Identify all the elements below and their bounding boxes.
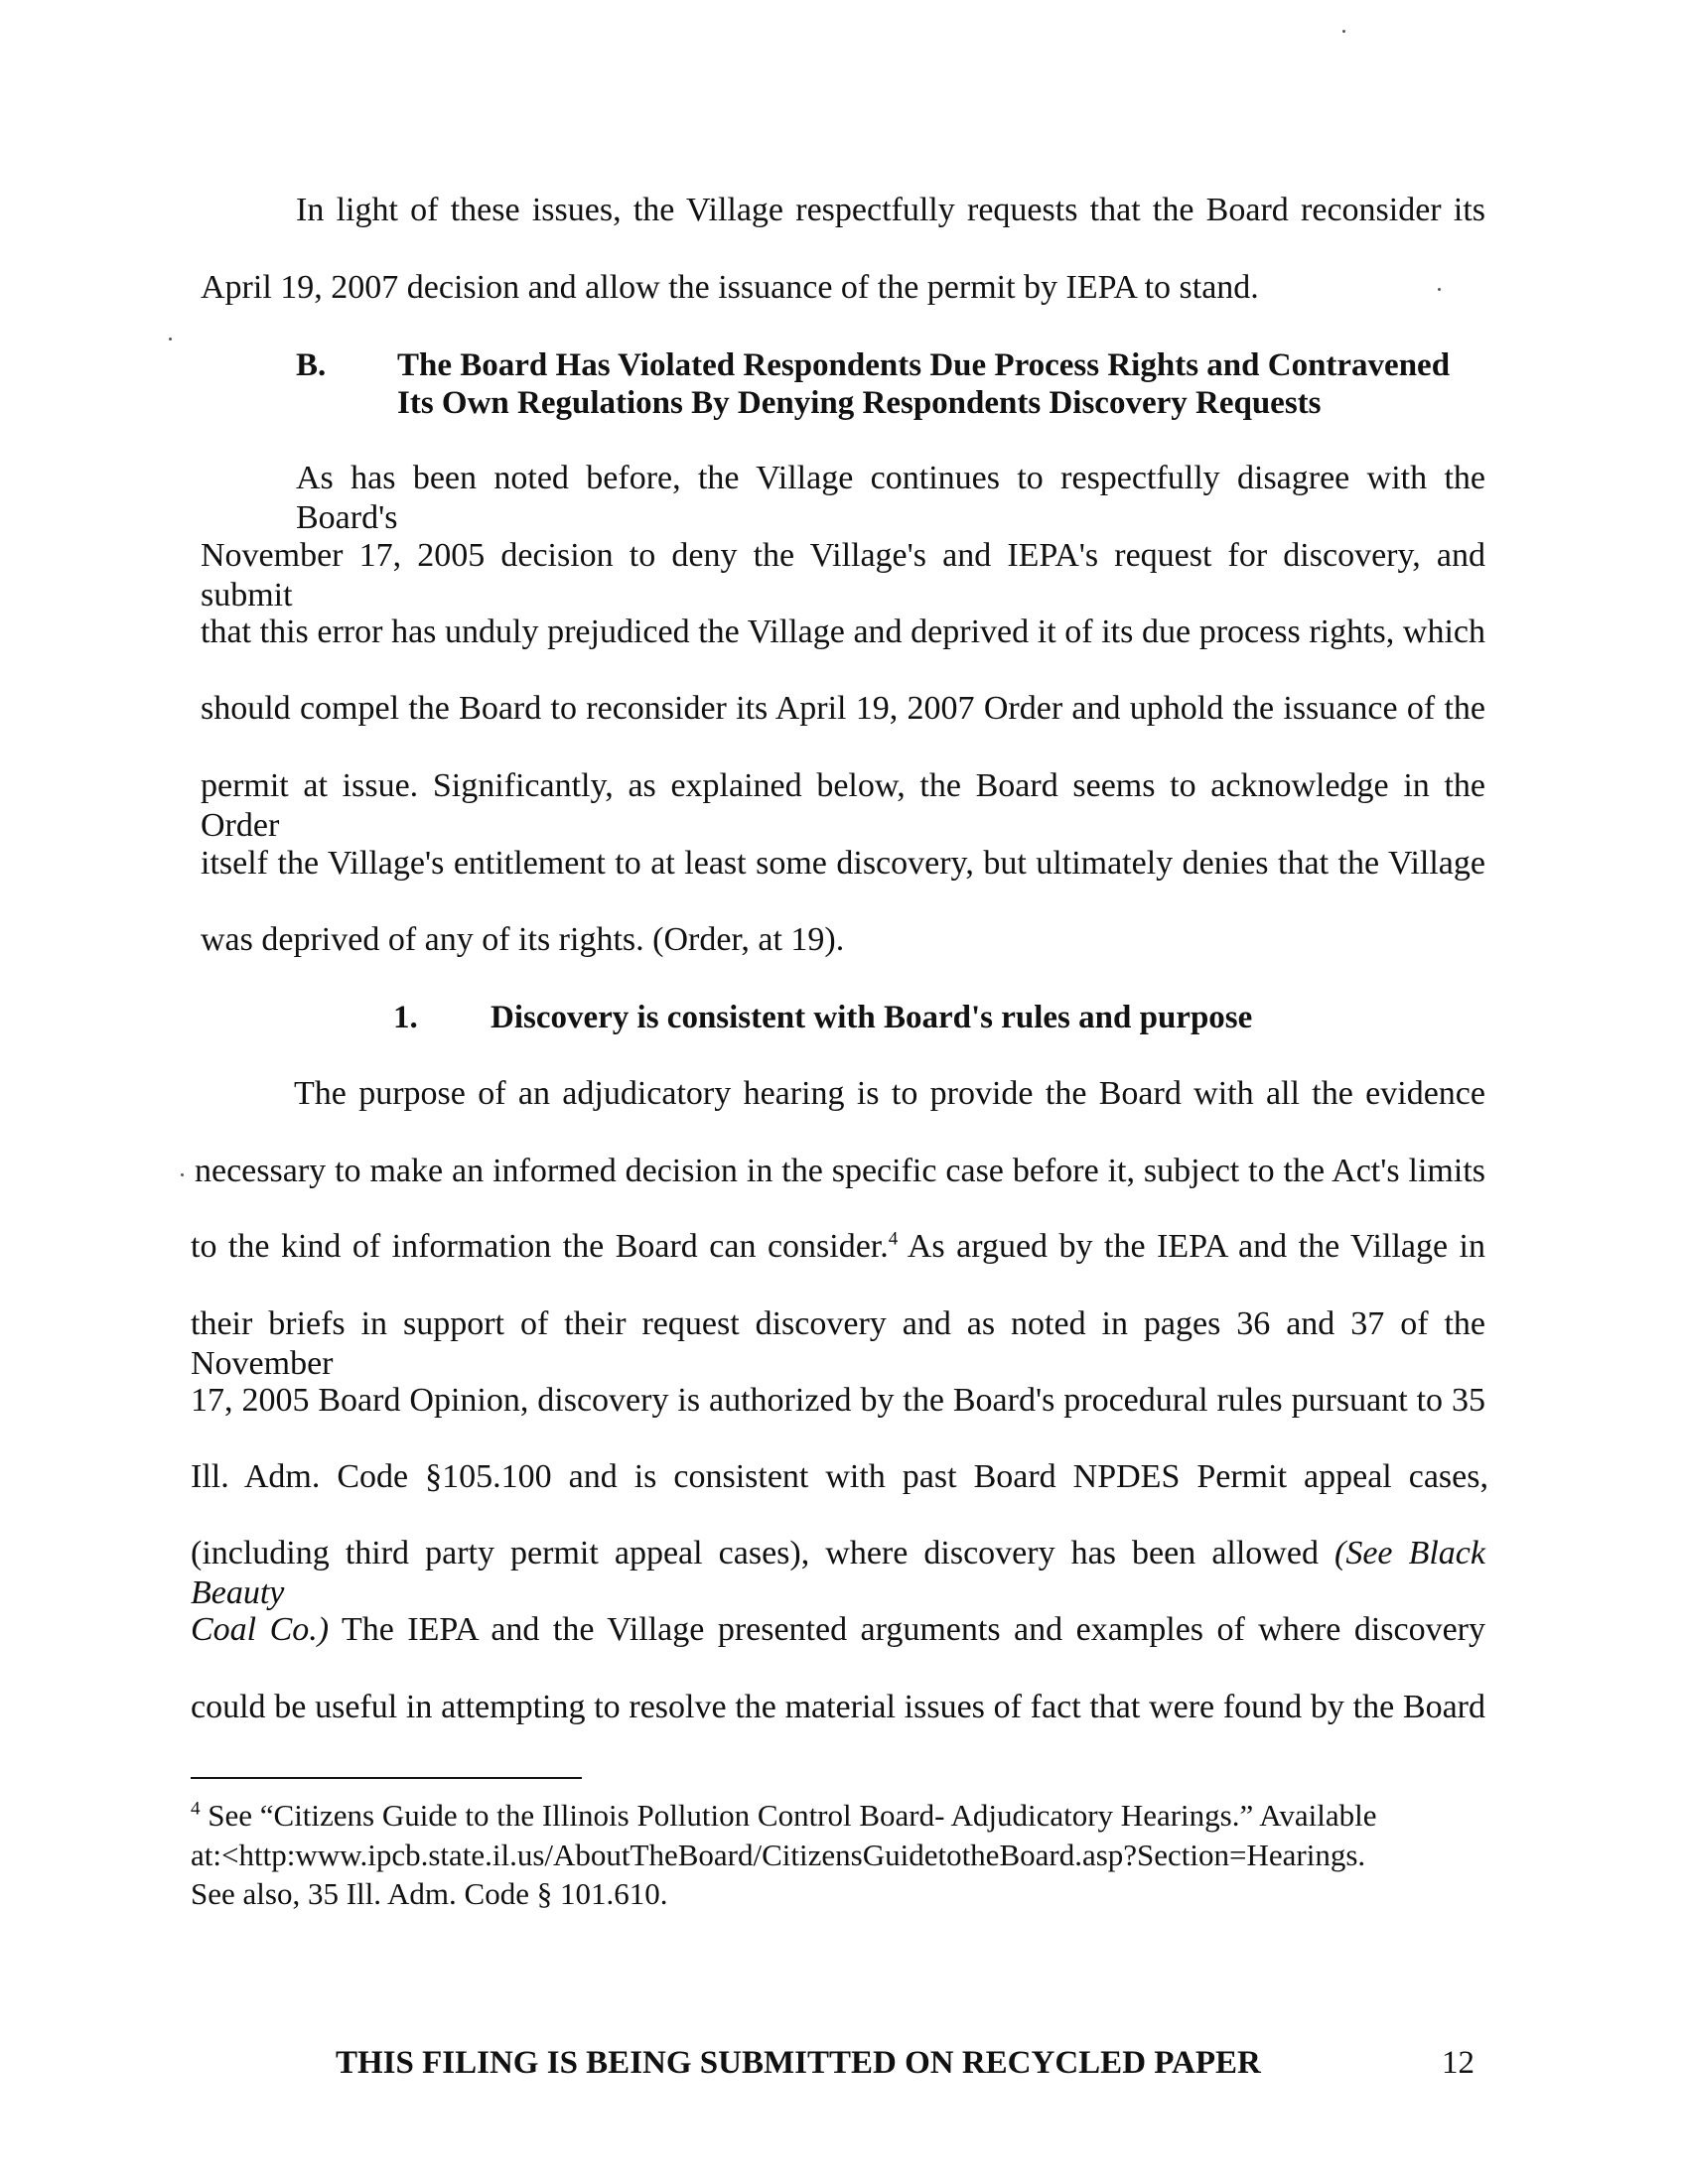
paragraph-3-line-2: necessary to make an informed decision in the specific case before it, subject to the Act's limits: [195, 1153, 1485, 1189]
paragraph-2-line-6: itself the Village's entitlement to at least some discovery, but ultimately denies that the Village: [201, 845, 1485, 882]
paragraph-3-line-3: [191, 1227, 1485, 1267]
footnote-marker: 4: [191, 1798, 201, 1820]
footnote-separator: [191, 1777, 582, 1779]
footnote-line-1-text: See “Citizens Guide to the Illinois Pollution Control Board- Adjudicatory Hearings.” Available: [200, 1798, 1377, 1833]
section-b-label: B.: [296, 347, 327, 383]
paragraph-3-line-7-text: (including third party permit appeal cases), where discovery has been allowed: [191, 1535, 1335, 1571]
footnote-reference-4: 4: [888, 1228, 899, 1250]
section-b-title-line-1: The Board Has Violated Respondents Due Process Rights and Contravened: [397, 347, 1451, 383]
paragraph-3-line-6: Ill. Adm. Code §105.100 and is consistent with past Board NPDES Permit appeal cases,: [191, 1458, 1488, 1495]
scan-speck: [181, 1173, 184, 1176]
paragraph-2-line-2: November 17, 2005 decision to deny the Village's and IEPA's request for discovery, and submit: [201, 537, 1485, 614]
paragraph-2-line-1: As has been noted before, the Village continues to respectfully disagree with the Board's: [296, 460, 1485, 536]
paragraph-3-line-4: their briefs in support of their request discovery and as noted in pages 36 and 37 of the November: [191, 1305, 1485, 1382]
paragraph-3-line-8: [191, 1610, 1485, 1650]
paragraph-3-line-7: [191, 1534, 1485, 1613]
case-citation-black-beauty: (See Black Beauty: [191, 1535, 1485, 1611]
paragraph-1-line-1: In light of these issues, the Village respectfully requests that the Board reconsider its: [296, 192, 1485, 228]
paragraph-3-line-1: The purpose of an adjudicatory hearing is to provide the Board with all the evidence: [294, 1075, 1485, 1112]
paragraph-3-line-9: could be useful in attempting to resolve the material issues of fact that were found by the Board: [191, 1689, 1485, 1725]
paragraph-3-line-8-text: The IEPA and the Village presented arguments and examples of where discovery: [329, 1611, 1486, 1648]
scan-speck: [1342, 30, 1345, 33]
scan-speck: [1438, 288, 1441, 291]
recycled-paper-notice: THIS FILING IS BEING SUBMITTED ON RECYCLED PAPER: [336, 2045, 1261, 2081]
paragraph-3-line-3-rest: As argued by the IEPA and the Village in: [898, 1228, 1486, 1265]
subsection-1-label: 1.: [393, 1000, 418, 1035]
footnote-line-3: See also, 35 Ill. Adm. Code § 101.610.: [191, 1876, 668, 1911]
section-b-title-line-2: Its Own Regulations By Denying Respondents Discovery Requests: [397, 385, 1322, 421]
page-number: 12: [1442, 2045, 1474, 2081]
subsection-1-title: Discovery is consistent with Board's rules and purpose: [491, 1000, 1253, 1035]
case-citation-coal-co: Coal Co.): [191, 1611, 330, 1648]
paragraph-2-line-3: that this error has unduly prejudiced the Village and deprived it of its due process rights, which: [201, 614, 1485, 650]
paragraph-2-line-4: should compel the Board to reconsider its April 19, 2007 Order and uphold the issuance of the: [201, 690, 1485, 727]
paragraph-3-line-3-text: to the kind of information the Board can consider.: [191, 1228, 889, 1265]
paragraph-2-line-5: permit at issue. Significantly, as explained below, the Board seems to acknowledge in the Order: [201, 767, 1485, 844]
footnote-line-2: at:<http:www.ipcb.state.il.us/AboutTheBoard/CitizensGuidetotheBoard.asp?Section=Hearings.: [191, 1838, 1366, 1872]
paragraph-3-line-5: 17, 2005 Board Opinion, discovery is authorized by the Board's procedural rules pursuant to 35: [191, 1382, 1485, 1419]
paragraph-2-line-7: was deprived of any of its rights. (Order, at 19).: [201, 921, 845, 958]
scan-speck: [169, 338, 172, 341]
footnote-line-1: [191, 1797, 1376, 1835]
paragraph-1-line-2: April 19, 2007 decision and allow the issuance of the permit by IEPA to stand.: [201, 269, 1259, 306]
